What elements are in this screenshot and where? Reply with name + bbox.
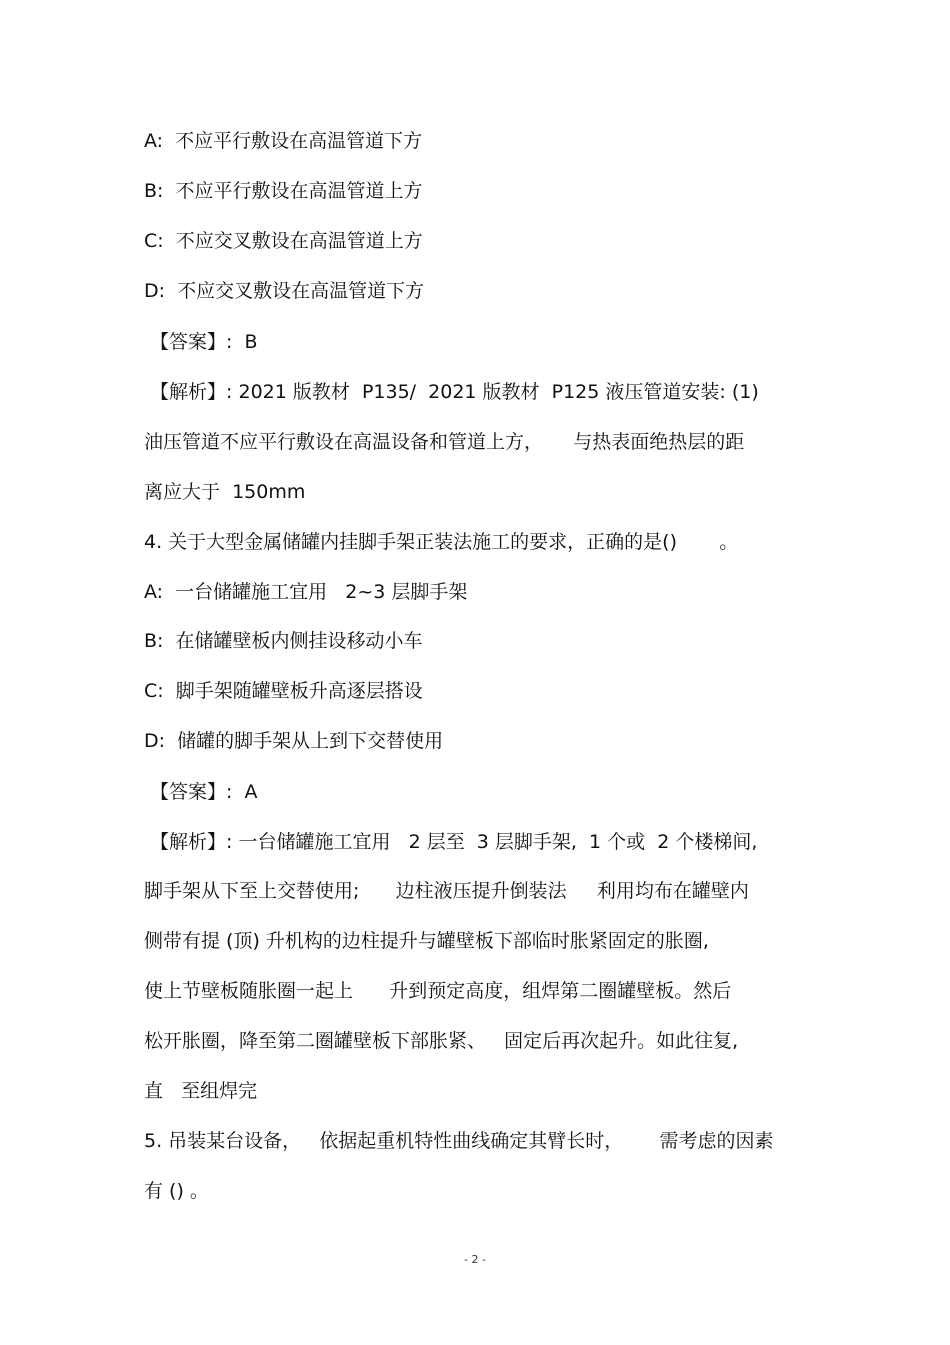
q4-analysis-line-1: 【解析】: 一台储罐施工宜用 2 层至 3 层脚手架, 1 个或 2 个楼梯间,	[144, 831, 758, 853]
q4-analysis-line-5: 松开胀圈，降至第二圈罐壁板下部胀紧、 固定后再次起升。如此往复,	[144, 1030, 739, 1052]
q4-option-b: B: 在储罐壁板内侧挂设移动小车	[144, 630, 423, 652]
q5-question-line-1: 5. 吊装某台设备， 依据起重机特性曲线确定其臂长时， 需考虑的因素	[144, 1130, 774, 1152]
q5-question-line-2: 有 () 。	[144, 1180, 209, 1202]
q3-answer: 【答案】: B	[144, 331, 258, 353]
q4-analysis-line-2: 脚手架从下至上交替使用; 边柱液压提升倒装法 利用均布在罐壁内	[144, 880, 749, 902]
q3-option-b: B: 不应平行敷设在高温管道上方	[144, 180, 423, 202]
q3-analysis-line-3: 离应大于 150mm	[144, 481, 306, 503]
q4-option-a: A: 一台储罐施工宜用 2~3 层脚手架	[144, 581, 468, 603]
q3-option-d: D: 不应交叉敷设在高温管道下方	[144, 280, 425, 302]
q4-option-c: C: 脚手架随罐壁板升高逐层搭设	[144, 680, 423, 702]
q4-answer: 【答案】: A	[144, 781, 258, 803]
q4-analysis-line-4: 使上节壁板随胀圈一起上 升到预定高度，组焊第二圈罐壁板。然后	[144, 980, 732, 1002]
q3-option-c: C: 不应交叉敷设在高温管道上方	[144, 230, 423, 252]
q4-question: 4. 关于大型金属储罐内挂脚手架正装法施工的要求，正确的是() 。	[144, 531, 739, 553]
q4-analysis-line-6: 直 至组焊完	[144, 1080, 258, 1102]
q4-analysis-line-3: 侧带有提 (顶) 升机构的边柱提升与罐壁板下部临时胀紧固定的胀圈,	[144, 930, 709, 952]
page-number: - 2 -	[464, 1253, 486, 1266]
q4-option-d: D: 储罐的脚手架从上到下交替使用	[144, 730, 444, 752]
q3-analysis-line-1: 【解析】: 2021 版教材 P135/ 2021 版教材 P125 液压管道安装: (1)	[144, 381, 759, 403]
q3-analysis-line-2: 油压管道不应平行敷设在高温设备和管道上方， 与热表面绝热层的距	[144, 431, 745, 453]
q3-option-a: A: 不应平行敷设在高温管道下方	[144, 130, 423, 152]
